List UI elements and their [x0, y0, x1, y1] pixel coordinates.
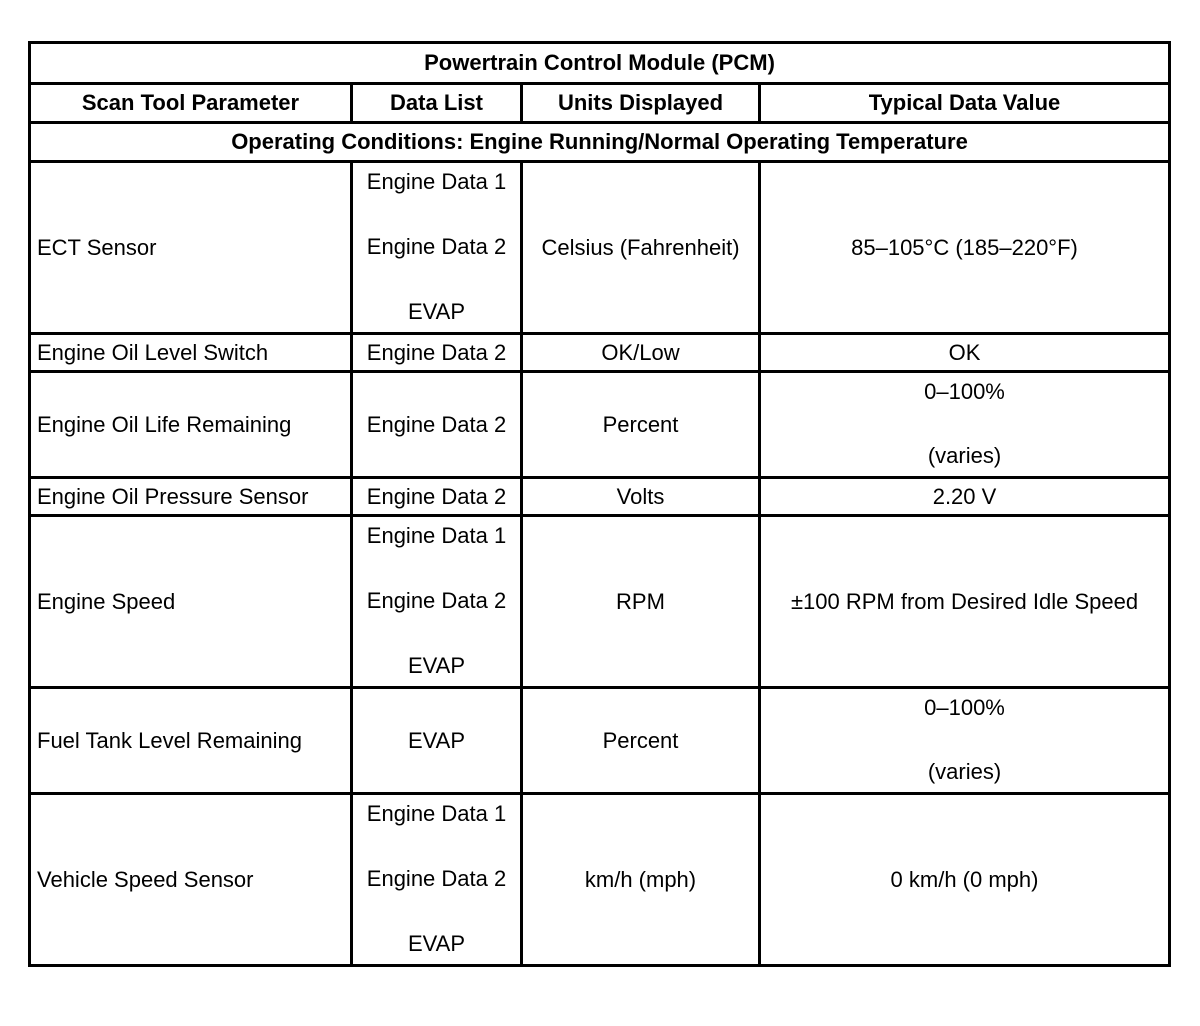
data-list-item: Engine Data 1	[366, 523, 507, 548]
data-list-item: Engine Data 1	[366, 801, 507, 826]
column-header-data-list: Data List	[352, 84, 522, 123]
data-list-item: EVAP	[407, 299, 466, 324]
table-title-row	[30, 43, 1170, 84]
typical-value-cell: 2.20 V	[760, 478, 1170, 516]
column-header-row	[30, 84, 1170, 123]
operating-conditions: Operating Conditions: Engine Running/Normal Operating Temperature	[30, 123, 1170, 162]
typical-value-cell: ±100 RPM from Desired Idle Speed	[760, 516, 1170, 688]
units-cell: OK/Low	[522, 334, 760, 372]
typical-value-cell	[760, 688, 1170, 794]
parameter-cell: Engine Oil Level Switch	[30, 334, 352, 372]
table-row	[30, 372, 1170, 478]
data-list-cell: Engine Data 2	[352, 334, 522, 372]
parameter-cell: ECT Sensor	[30, 162, 352, 334]
table-title: Powertrain Control Module (PCM)	[30, 43, 1170, 84]
table-row	[30, 334, 1170, 372]
data-list-item: Engine Data 2	[366, 588, 507, 613]
table-row	[30, 794, 1170, 966]
typical-value-line: (varies)	[927, 759, 1002, 784]
data-list-item: Engine Data 2	[366, 866, 507, 891]
table-row	[30, 688, 1170, 794]
typical-value-line: (varies)	[927, 443, 1002, 468]
typical-value-cell: 85–105°C (185–220°F)	[760, 162, 1170, 334]
typical-value-cell	[760, 372, 1170, 478]
units-cell: Percent	[522, 688, 760, 794]
data-list-item: EVAP	[407, 653, 466, 678]
parameter-cell: Engine Oil Pressure Sensor	[30, 478, 352, 516]
operating-conditions-row	[30, 123, 1170, 162]
parameter-cell: Vehicle Speed Sensor	[30, 794, 352, 966]
parameter-cell: Fuel Tank Level Remaining	[30, 688, 352, 794]
data-list-cell: Engine Data 2	[352, 372, 522, 478]
data-list-cell	[352, 162, 522, 334]
data-list-cell: EVAP	[352, 688, 522, 794]
typical-value-cell: OK	[760, 334, 1170, 372]
units-cell: Celsius (Fahrenheit)	[522, 162, 760, 334]
units-cell: Percent	[522, 372, 760, 478]
column-header-typical-value: Typical Data Value	[760, 84, 1170, 123]
data-list-cell	[352, 794, 522, 966]
pcm-data-table	[28, 41, 1171, 967]
parameter-cell: Engine Oil Life Remaining	[30, 372, 352, 478]
data-list-item: Engine Data 2	[366, 234, 507, 259]
parameter-cell: Engine Speed	[30, 516, 352, 688]
units-cell: RPM	[522, 516, 760, 688]
data-list-item: Engine Data 1	[366, 169, 507, 194]
units-cell: km/h (mph)	[522, 794, 760, 966]
typical-value-line: 0–100%	[924, 379, 1005, 404]
column-header-units: Units Displayed	[522, 84, 760, 123]
units-cell: Volts	[522, 478, 760, 516]
typical-value-cell: 0 km/h (0 mph)	[760, 794, 1170, 966]
data-list-cell: Engine Data 2	[352, 478, 522, 516]
table-row	[30, 516, 1170, 688]
data-list-item: EVAP	[407, 931, 466, 956]
typical-value-line: 0–100%	[924, 695, 1005, 720]
column-header-parameter: Scan Tool Parameter	[30, 84, 352, 123]
table-row	[30, 478, 1170, 516]
data-list-cell	[352, 516, 522, 688]
table-row	[30, 162, 1170, 334]
